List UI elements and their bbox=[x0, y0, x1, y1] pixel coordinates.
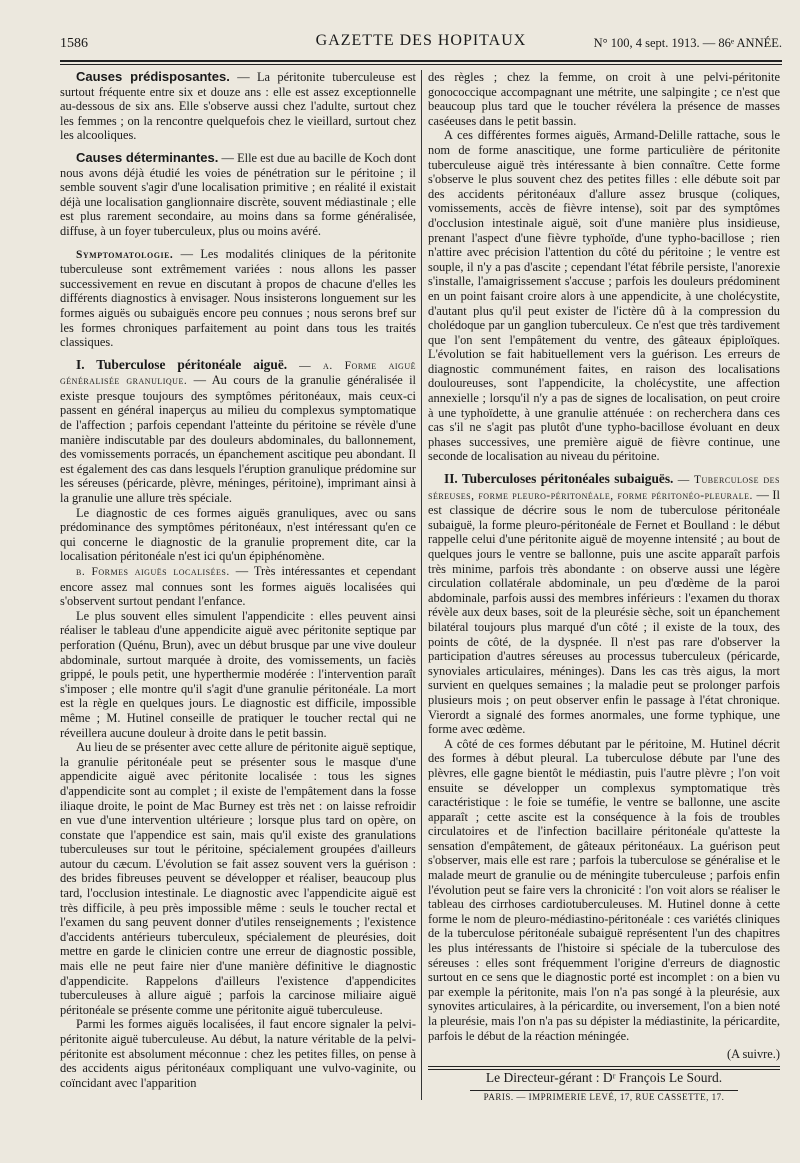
left-column bbox=[60, 70, 416, 1090]
paragraph: A ces différentes formes aiguës, Armand-Delille rattache, sous le nom de forme anascitique, une forme particulière de péritonite tuberculeuse aiguë très intéressante à bien connaître. Cette forme s'observe le plus souvent chez des petites filles : elle débute soit par des accidents péritonéaux d'allure assez brusque (coliques, vomissements, accès de fièvre intense), soit par des symptômes d'occlusion intestinale aiguë, soit d'une manière plus insidieuse, prenant l'aspect d'une fièvre typhoïde, d'une typho-bacillose ; rien n'attire avec précision l'attention du côté du péritoine ; le ventre est souple, il n'y a pas d'ascite ; cependant l'état fébrile persiste, l'anorexie s'installe, l'amaigrissement s'accuse ; parfois les douleurs prédominent en un point faisant croire alors à une appendicite, à une cholécystite, d'autant plus qu'il peut exister de l'ictère dû à la compression du cholédoque par un ganglion tuberculeux. Ce n'est que très tardivement que l'on sent l'empâtement du ventre, des gâteaux épiploïques. L'évolution se fait habituellement vers la guérison. Les erreurs de diagnostic communément faites, en raison des localisations douloureuses, sont l'appendicite, la cholécystite, une affection annexielle ; lorsqu'il n'y a pas de signes de localisation, on peut croire à une typhoïdette, à une granulie atténuée : on recherchera dans ces cas s'il ne s'agit pas plutôt d'une typho-bacillose évoluant en deux phases successives, une première aiguë de fièvre continue, une seconde de localisation au niveau du péritoine. bbox=[428, 128, 780, 464]
paragraph: b. Formes aiguës localisées. — Très intéressantes et cependant encore assez mal connues sont les formes aiguës localisées qui s'observent surtout pendant l'enfance. bbox=[60, 564, 416, 609]
paragraph: des règles ; chez la femme, on croit à une pelvi-péritonite gonococcique accompagnant une métrite, une salpingite ; ce n'est que beaucoup plus tard que le toucher révélera la présence de masses caséeuses dans le petit bassin. bbox=[428, 70, 780, 128]
footer-rule bbox=[470, 1090, 738, 1091]
paragraph: Parmi les formes aiguës localisées, il faut encore signaler la pelvi-péritonite aiguë tuberculeuse. Au début, la nature véritable de la pelvi-péritonite est absolument méconnue : chez les petites filles, on pense à des accidents aigus péritonéaux compliquant une vulvo-vaginite, ou coïncidant avec l'apparition bbox=[60, 1017, 416, 1090]
header-rule-thin bbox=[60, 64, 782, 65]
paragraph: Le plus souvent elles simulent l'appendicite : elles peuvent ainsi réaliser le tableau d'une appendicite aiguë avec péritonite septique par perforation (Quénu, Brun), avec un début brusque par une vive douleur abdominale, surtout marquée à droite, des vomissements, un faciès grippé, le pouls petit, une hyperthermie modérée : l'intervention paraît s'imposer ; elle montre qu'il s'agit d'une granulie péritonéale. La mort est la règle en quelques jours. Le diagnostic est difficile, impossible même ; M. Hutinel conseille de pratiquer le toucher rectal qui ne réveillera aucune douleur à droite dans le petit bassin. bbox=[60, 608, 416, 740]
header-rule bbox=[60, 60, 782, 62]
paragraph: A côté de ces formes débutant par le péritoine, M. Hutinel décrit des formes à début pleural. La tuberculose débute par l'une des plèvres, elle gagne bientôt le médiastin, puis l'autre plèvre ; l'on voit ensuite se développer un complexus symptomatique très caractéristique : le foie se tuméfie, le ventre se ballonne, une ascite apparaît ; cette ascite est la conséquence à la fois de troubles circulatoires et de l'infection bacillaire péritonéale qu'atteste la sensation d'empâtement, de gâteaux péritonéaux. La guérison peut s'observer, mais elle est rare ; parfois la tuberculose se généralise et le malade meurt de granulie ou de méningite tuberculeuse ; parfois enfin l'évolution peut se faire vers la chronicité : l'on voit alors se réaliser le tableau des cirrhoses cardiotuberculeuses. M. Hutinel donne à cette forme le nom de pleuro-médiastino-péritonéale : ces variétés cliniques de la tuberculose péritonéale subaiguë représentent l'un des chapitres les plus intéressants de l'histoire si spéciale de la tuberculose des séreuses : elles sont fréquemment l'origine d'erreurs de diagnostic surtout en ce sens que le diagnostic porté est incomplet : on a bien vu par exemple la péritonite, mais l'on n'a pas songé à la pleurésie, aux synovites articulaires, à la péricardite, ou inversement, l'on a bien noté la pleurésie, mais l'on n'a pas su dépister la médiastinite, la péricardite, parfois le début de la réaction méningée. bbox=[428, 736, 780, 1043]
paragraph: Symptomatologie. — Les modalités cliniques de la péritonite tuberculeuse sont extrêmement variées : nous allons les passer successivement en revue en discutant à propos de chacune d'elles les différents diagnostics à envisager. Nous insisterons longuement sur les formes aiguës ou subaiguës encore peu connues ; nous serons bref sur les formes chroniques parfaitement au point dans tous les traités classiques. bbox=[60, 246, 416, 350]
footer-rule bbox=[428, 1066, 780, 1067]
printer-line: PARIS. — IMPRIMERIE LEVÉ, 17, RUE CASSETTE, 17. bbox=[483, 1092, 725, 1102]
to-be-continued: (A suivre.) bbox=[727, 1047, 780, 1062]
paragraph: I. Tuberculose péritonéale aiguë. — a. Forme aiguë généralisée granulique. — Au cours de la granulie généralisée il existe presque toujours des symptômes péritonéaux, mais ceux-ci passent en général inaperçus au milieu du complexus symptomatique de l'affection ; parfois cependant l'atteinte du péritoine se révèle d'une manière indiscutable par des douleurs abdominales, du ballonnement, des vomissements porracés, un épanchement ascitique peu abondant. Il est également des cas dans lesquels l'éruption granulique prédomine sur les séreuses (péricarde, plèvre, méninges, péritoine), imprimant ainsi à la granulie une allure très spéciale. bbox=[60, 356, 417, 506]
section-heading: Causes déterminantes. bbox=[76, 149, 219, 165]
publication-title: GAZETTE DES HOPITAUX bbox=[315, 32, 527, 49]
subsection-heading: b. Formes aiguës localisées. bbox=[76, 566, 230, 578]
paragraph: II. Tuberculoses péritonéales subaiguës. — Tuberculose des séreuses, forme pleuro-péritonéale, forme péritonéo-pleurale. — Il est classique de décrire sous le nom de tuberculose péritonéale subaiguë, la forme pleuro-péritonéale de Fernet et Boulland : le début rappelle celui d'une péritonite aiguë de moyenne intensité ; au bout de quelques jours le ventre se ballonne, puis une ascite apparaît parfois très minime, parfois très abondante : on observe aussi une légère circulation collatérale abdominale, un peu d'œdème de la paroi abdominale, parfois aussi des membres inférieurs : l'examen du thorax révèle aux deux bases, soit de la pleurésie sèche, soit un épanchement bilatéral toujours plus marqué d'un côté ; il existe de la toux, des points de côté, de la dyspnée. Il n'est pas rare d'observer la participation d'autres séreuses au processus tuberculeux (péricarde, synoviales articulaires, méninges). Dans les cas très aigus, la mort survient en quelques semaines ; la maladie peut se prolonger parfois plusieurs mois ; on peut observer enfin le passage à l'état chronique. Vierordt a signalé des formes anormales, une forme typhique, une forme avec œdème. bbox=[428, 471, 780, 737]
section-heading: Symptomatologie. bbox=[76, 248, 174, 261]
paragraph: Causes déterminantes. — Elle est due au bacille de Koch dont nous avons déjà étudié les voies de pénétration sur le péritoine ; il semble souvent s'agir d'une localisation primitive ; en réalité il existait déjà une localisation ganglionnaire discrète, souvent médiastinale ; elle est plus rarement secondaire, au moins dans sa forme généralisée, diffuse, à un foyer tuberculeux, plus ou moins avéré. bbox=[60, 149, 416, 238]
page-number: 1586 bbox=[60, 36, 88, 51]
paragraph: Au lieu de se présenter avec cette allure de péritonite aiguë septique, la granulie péritonéale peut se présenter sous le masque d'une appendicite aiguë avec péritonite localisée : tous les signes d'appendicite sont au complet ; il existe de l'empâtement dans la fosse iliaque droite, le point de Mac Burney est très net : on laisse refroidir en vue d'une intervention ultérieure ; lorsque plus tard on opère, on constate que l'appendice est sain, mais qu'il existe des granulations tuberculeuses sur tout le péritoine, spécialement groupées d'ailleurs autour du cæcum. L'évolution se fait assez souvent vers la guérison : des brides fibreuses peuvent se développer et réaliser, beaucoup plus tard, l'occlusion intestinale. Le diagnostic avec l'appendicite aiguë est très difficile, à peu près impossible même : seuls le toucher rectal et l'examen du sang peuvent donner d'utiles renseignements ; l'existence d'accidents antérieurs tuberculeux, spécialement de pleurésies, doit mettre en garde le clinicien contre une erreur de diagnostic possible, mais elle ne peut faire nier d'une manière définitive le diagnostic d'appendicite. Rappelons d'ailleurs l'existence d'appendicites tuberculeuses à allure aiguë ; parfois la carcinose miliaire aiguë péritonéale se présente comme une péritonite aiguë tuberculeuse. bbox=[60, 740, 416, 1017]
section-heading: I. Tuberculose péritonéale aiguë. bbox=[76, 356, 288, 372]
section-heading: II. Tuberculoses péritonéales subaiguës. bbox=[444, 471, 674, 487]
section-heading: Causes prédisposantes. bbox=[76, 69, 230, 84]
page-header bbox=[60, 30, 782, 60]
issue-info: N° 100, 4 sept. 1913. — 86ᵉ ANNÉE. bbox=[593, 36, 782, 50]
column-divider bbox=[421, 70, 422, 1100]
director-signature: Le Directeur-gérant : Dʳ François Le Sourd. bbox=[485, 1070, 723, 1085]
right-column bbox=[428, 70, 780, 1062]
paragraph: Causes prédisposantes. — La péritonite tuberculeuse est surtout fréquente entre six et douze ans : elle est assez exceptionnelle au-dessous de six ans. Elle s'observe aussi chez l'adulte, surtout chez les femmes ; on la rencontre quelquefois chez le vieillard, surtout chez les alcooliques. bbox=[60, 69, 416, 143]
paragraph: Le diagnostic de ces formes aiguës granuliques, avec ou sans prédominance des symptômes péritonéaux, n'est intéressant qu'en ce qui concerne le diagnostic de la granulie proprement dite, car la localisation péritonéale n'est ici qu'un épiphénomène. bbox=[60, 505, 416, 564]
